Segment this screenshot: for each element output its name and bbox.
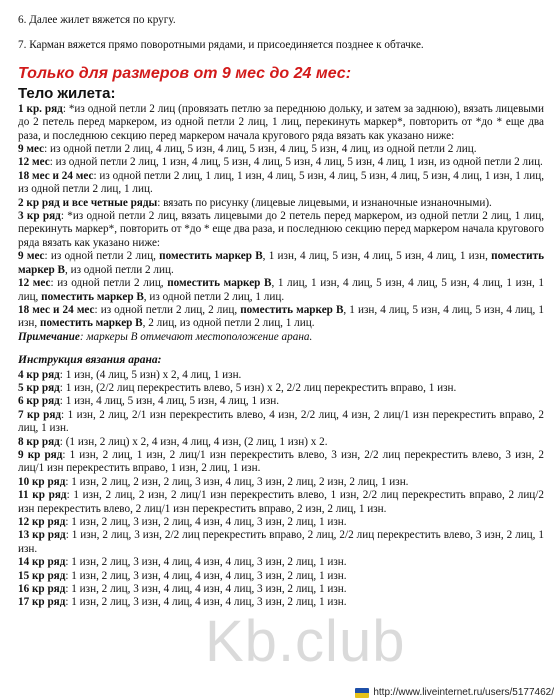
row-label: 5 кр ряд — [18, 381, 60, 394]
size-label: 18 мес и 24 мес — [18, 303, 95, 316]
size-text: : из одной петли 2 лиц, 1 изн, 4 лиц, 5 изн, 4 лиц, 5 изн, 4 лиц, 5 изн, 4 лиц, 1 изн, из одной петли 2 лиц. — [49, 156, 543, 169]
aran-row — [18, 529, 544, 556]
row-label: 15 кр ряд — [18, 569, 66, 582]
row-text: : вязать по рисунку (лицевые лицевыми, и изнаночные изнаночными). — [157, 196, 492, 209]
size-text: , 1 изн, 4 лиц, 5 изн, 4 лиц, 5 изн, 4 лиц, 1 изн, — [18, 303, 545, 330]
row-text: : *из одной петли 2 лиц (провязать петлю за переднюю дольку, и затем за заднюю), вязать лицевыми до 2 петель перед маркером, из одной петли 2 лиц, 1 лиц, перекинуть маркер*, повторить от *до * еще два раза, и последнюю секцию перед маркером начала кругового ряда вязать как указано ниже: — [18, 102, 544, 142]
row-label: 8 кр ряд — [18, 435, 60, 448]
row-text: : 1 изн, (4 лиц, 5 изн) х 2, 4 лиц, 1 изн. — [59, 368, 242, 381]
note-line-6: 6. Далее жилет вяжется по кругу. — [18, 14, 176, 26]
aran-row — [18, 556, 544, 569]
row-1 — [18, 103, 544, 143]
marker-text: поместить маркер В — [41, 290, 144, 303]
row-label: 4 кр ряд — [18, 368, 60, 381]
marker-text: поместить маркер В — [40, 317, 143, 330]
size-text: : из одной петли 2 лиц, — [44, 250, 160, 263]
row-label: 6 кр ряд — [18, 395, 60, 408]
size-text: , 1 лиц, 1 изн, 4 лиц, 5 изн, 4 лиц, 5 изн, 4 лиц, 1 изн, 1 лиц, — [18, 277, 544, 303]
row-label: 16 кр ряд — [18, 583, 66, 596]
row-label: 7 кр ряд — [18, 408, 62, 421]
aran-row — [18, 583, 544, 596]
aran-row — [18, 395, 544, 408]
row-text: : 1 изн, 4 лиц, 5 изн, 4 лиц, 5 изн, 4 лиц, 1 изн. — [59, 395, 280, 408]
note-line-7: 7. Карман вяжется прямо поворотными рядами, и присоединяется позднее к обтачке. — [18, 39, 424, 52]
size-row — [18, 250, 544, 277]
body-title: Тело жилета: — [18, 84, 116, 102]
size-text: , из одной петли 2 лиц, 1 лиц. — [143, 290, 285, 303]
note-text: : маркеры В отмечают местоположение арана. — [79, 330, 313, 343]
footer-url-link[interactable]: http://www.liveinternet.ru/users/5177462/ — [373, 687, 554, 698]
watermark: Kb.club — [205, 609, 406, 674]
row-label: 9 кр ряд — [18, 448, 63, 461]
aran-row — [18, 476, 544, 489]
aran-instructions-title: Инструкция вязания арана: — [18, 354, 162, 367]
row-label: 12 кр ряд — [18, 516, 66, 528]
size-label: 18 мес и 24 мес — [18, 169, 94, 182]
row-label: 14 кр ряд — [18, 556, 66, 569]
marker-text: поместить маркер В — [18, 250, 544, 276]
size-text: : из одной петли 2 лиц, 4 лиц, 5 изн, 4 лиц, 5 изн, 4 лиц, 5 изн, 4 лиц, из одной петли 2 лиц. — [44, 143, 477, 156]
aran-row — [18, 369, 544, 382]
row-label: 11 кр ряд — [18, 489, 67, 502]
marker-text: поместить маркер В — [159, 250, 263, 263]
size-row — [18, 143, 544, 156]
size-row — [18, 156, 544, 169]
row-3 — [18, 210, 544, 250]
size-label: 12 мес — [18, 277, 51, 290]
flag-icon — [355, 688, 369, 698]
row-label: 1 кр. ряд — [18, 102, 63, 115]
row-text: : 1 изн, 2 лиц, 3 изн, 4 лиц, 4 изн, 4 лиц, 3 изн, 2 лиц, 1 изн. — [65, 556, 347, 569]
row-text: : 1 изн, 2 лиц, 2/1 изн перекрестить влево, 4 изн, 2/2 лиц, 4 изн, 2 лиц/1 изн перекрестить вправо, 2 лиц, 1 изн. — [18, 408, 544, 435]
size-text: : из одной петли 2 лиц, 1 лиц, 1 изн, 4 лиц, 5 изн, 4 лиц, 5 изн, 4 лиц, 5 изн, 4 лиц, 1 изн, 1 лиц, из одной петли 2 лиц, 1 лиц. — [18, 169, 544, 196]
size-label: 9 мес — [18, 143, 45, 156]
size-text: : из одной петли 2 лиц, 2 лиц, — [94, 303, 241, 316]
size-row — [18, 277, 544, 304]
size-text: , из одной петли 2 лиц. — [64, 263, 174, 276]
row-label: 13 кр ряд — [18, 529, 66, 542]
row-text: : 1 изн, 2 лиц, 3 изн, 4 лиц, 4 изн, 4 лиц, 3 изн, 2 лиц, 1 изн. — [65, 596, 347, 609]
size-row — [18, 170, 544, 197]
row-text: : 1 изн, 2 лиц, 3 изн, 2 лиц, 4 изн, 4 лиц, 3 изн, 2 лиц, 1 изн. — [65, 516, 347, 528]
section-title: Только для размеров от 9 мес до 24 мес: — [18, 64, 352, 82]
row-text: : *из одной петли 2 лиц, вязать лицевыми до 2 петель перед маркером, из одной петли 2 лиц, 1 лиц, перекинуть маркер*, повторить от *до * еще два раза, и последнюю секцию перед маркером начала кругового ряда вязать как указано ниже: — [18, 210, 544, 249]
spacer — [18, 344, 544, 354]
aran-row — [18, 516, 544, 529]
size-label: 12 мес — [18, 156, 50, 169]
row-text: : 1 изн, 2 лиц, 2 изн, 2 лиц, 3 изн, 4 лиц, 3 изн, 2 лиц, 2 изн, 2 лиц, 1 изн. — [65, 475, 409, 488]
note-label: Примечание — [18, 330, 80, 343]
size-text: : из одной петли 2 лиц, — [50, 277, 168, 290]
aran-row — [18, 436, 544, 449]
aran-row — [18, 382, 544, 395]
size-text: , 2 лиц, из одной петли 2 лиц, 1 лиц. — [142, 317, 315, 330]
aran-row — [18, 449, 544, 476]
row-text: : 1 изн, (2/2 лиц перекрестить влево, 5 изн) х 2, 2/2 лиц перекрестить вправо, 1 изн. — [59, 381, 457, 394]
row-text: : 1 изн, 2 лиц, 3 изн, 4 лиц, 4 изн, 4 лиц, 3 изн, 2 лиц, 1 изн. — [65, 583, 347, 596]
row-text: : 1 изн, 2 лиц, 2 изн, 2 лиц/1 изн перекрестить влево, 1 изн, 2/2 лиц перекрестить вправо, 2 лиц/2 изн перекрестить влево, 2 лиц/1 изн перекрестить вправо, 2 изн, 2 лиц, 1 изн. — [18, 489, 544, 515]
row-text: : 1 изн, 2 лиц, 3 изн, 2/2 лиц перекрестить вправо, 2 лиц, 2/2 лиц перекрестить влево, 3 изн, 2 лиц, 1 изн. — [18, 529, 545, 555]
row-text: : 1 изн, 2 лиц, 3 изн, 4 лиц, 4 изн, 4 лиц, 3 изн, 2 лиц, 1 изн. — [65, 569, 347, 582]
row-text: : 1 изн, 2 лиц, 1 изн, 2 лиц/1 изн перекрестить влево, 3 изн, 2/2 лиц перекрестить влево, 3 изн, 2 лиц/1 изн перекрестить вправо, 1 изн, 2 лиц, 1 изн. — [18, 448, 544, 475]
row-label: 2 кр ряд и все четные ряды — [18, 196, 158, 209]
footer-source — [355, 687, 554, 698]
row-label: 10 кр ряд — [18, 475, 66, 488]
aran-row — [18, 409, 544, 436]
aran-row — [18, 596, 544, 609]
row-label: 17 кр ряд — [18, 596, 66, 609]
size-row — [18, 304, 544, 331]
aran-rows-list — [18, 369, 544, 610]
size-text: , 1 изн, 4 лиц, 5 изн, 4 лиц, 5 изн, 4 лиц, 1 изн, — [262, 250, 492, 263]
marker-text: поместить маркер В — [167, 277, 272, 290]
size-label: 9 мес — [18, 250, 45, 263]
aran-row — [18, 489, 544, 516]
row-text: : (1 изн, 2 лиц) х 2, 4 изн, 4 лиц, 4 изн, (2 лиц, 1 изн) х 2. — [59, 435, 328, 448]
note-row — [18, 331, 544, 344]
row-2 — [18, 197, 544, 210]
marker-text: поместить маркер В — [240, 303, 344, 316]
aran-row — [18, 570, 544, 583]
row-label: 3 кр ряд — [18, 210, 61, 223]
